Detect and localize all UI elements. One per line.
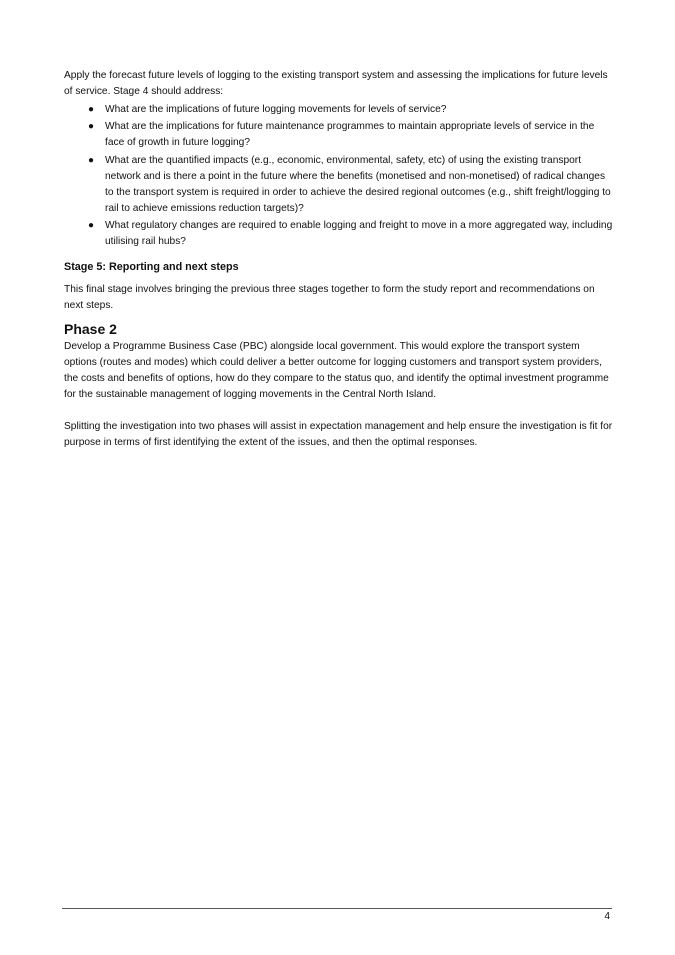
bullet-icon: ●: [88, 154, 95, 166]
list-item-text: What regulatory changes are required to enable logging and freight to move in a more aggregated way, including utilising rail hubs?: [105, 220, 613, 247]
bullet-icon: ●: [88, 121, 95, 132]
list-item-text: What are the implications for future maintenance programmes to maintain appropriate levels of service in the face of growth in future logging?: [105, 121, 595, 148]
stage4-question-list: [64, 102, 614, 251]
list-item-text: What are the implications of future logging movements for levels of service?: [105, 103, 447, 115]
document-page: [64, 68, 614, 451]
bullet-icon: ●: [88, 220, 95, 231]
stage5-heading: Stage 5: Reporting and next steps: [64, 261, 239, 273]
list-item: [64, 119, 614, 151]
list-item: [64, 102, 614, 118]
intro-paragraph: Apply the forecast future levels of logging to the existing transport system and assessing the implications for future levels of service. Stage 4 should address:: [64, 70, 608, 97]
bullet-icon: ●: [88, 103, 95, 115]
page-number: 4: [604, 911, 610, 922]
list-item: [64, 153, 614, 217]
stage5-paragraph: This final stage involves bringing the previous three stages together to form the study report and recommendations on next steps.: [64, 284, 595, 311]
phase2-paragraph-2: Splitting the investigation into two phases will assist in expectation management and help ensure the investigation is fit for purpose in terms of first identifying the extent of the issues, and then the optimal responses.: [64, 421, 613, 448]
list-item-text: What are the quantified impacts (e.g., economic, environmental, safety, etc) of using the existing transport network and is there a point in the future where the benefits (monetised and non-monetised) of radical changes to the transport system is required in order to achieve the desired regional outcomes (e.g., shift freight/logging to rail to achieve emissions reduction targets)?: [105, 154, 611, 214]
phase2-heading: Phase 2: [64, 321, 117, 337]
list-item: [64, 218, 614, 250]
phase2-paragraph-1: Develop a Programme Business Case (PBC) alongside local government. This would explore the transport system options (routes and modes) which could deliver a better outcome for logging customers and transport system providers, the costs and benefits of options, how do they compare to the status quo, and identify the optimal investment programme for the sustainable management of logging movements in the Central North Island.: [64, 341, 609, 400]
footer-divider: [62, 908, 612, 909]
